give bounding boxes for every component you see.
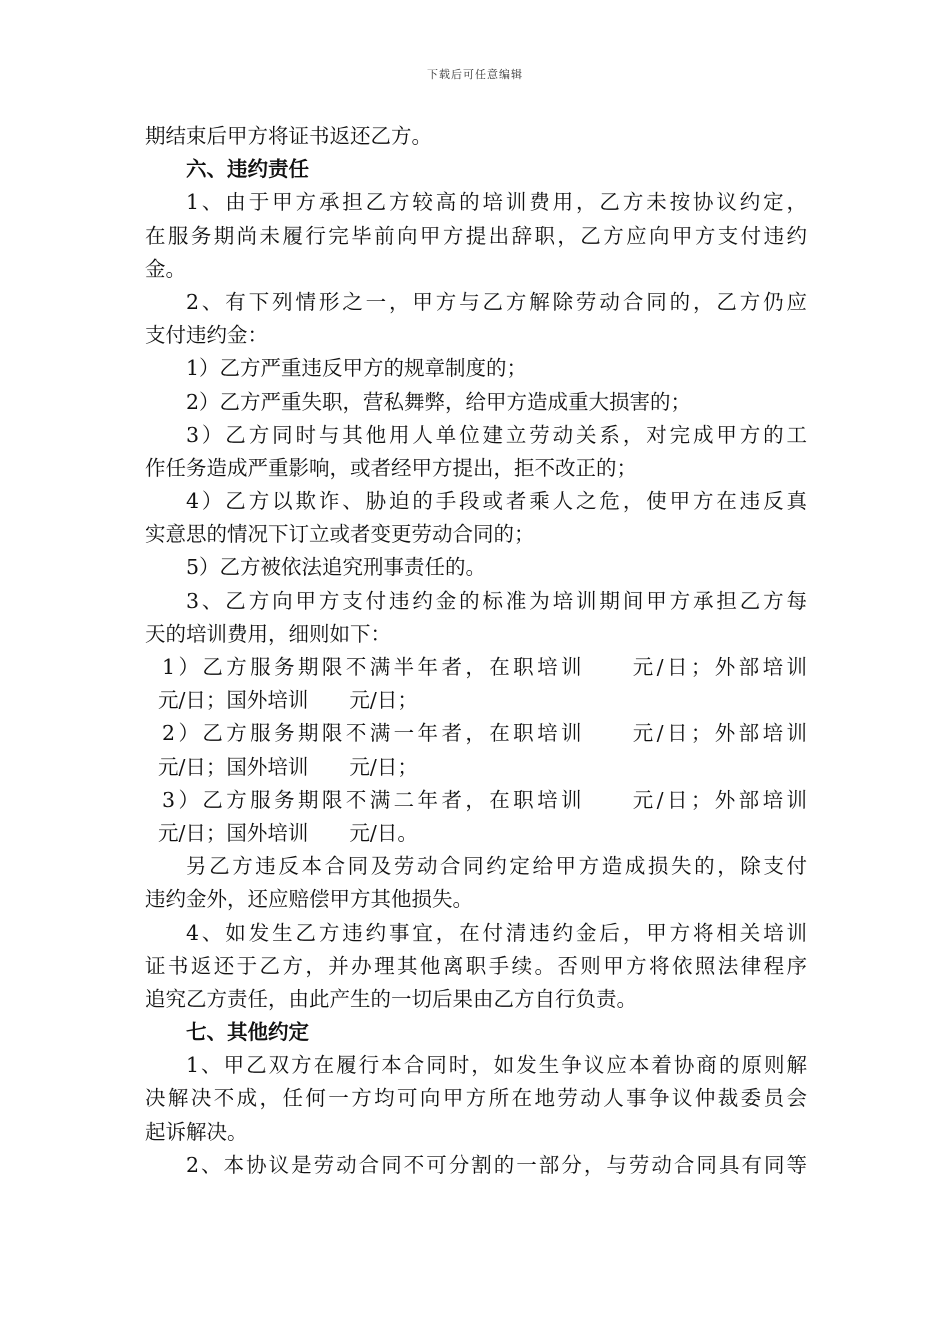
text-line: 追究乙方责任，由此产生的一切后果由乙方自行负责。 [145, 986, 637, 1011]
section-heading-breach: 六、违约责任 [186, 157, 309, 182]
list-item: 5）乙方被依法追究刑事责任的。 [186, 555, 487, 580]
text-line: 天的培训费用，细则如下： [145, 621, 391, 646]
text-line: 期结束后甲方将证书返还乙方。 [145, 124, 432, 148]
section-heading-other: 七、其他约定 [186, 1020, 309, 1045]
text-line: 起诉解决。 [145, 1119, 248, 1144]
text-line: 支付违约金： [145, 323, 268, 348]
text-line: 实意思的情况下订立或者变更劳动合同的； [145, 522, 535, 547]
text-line: 违约金外，还应赔偿甲方其他损失。 [145, 887, 473, 912]
list-item: 2）乙方严重失职，营私舞弊，给甲方造成重大损害的； [186, 389, 692, 414]
text-line: 元/日；国外培训 元/日； [158, 688, 418, 713]
page-header-note: 下载后可任意编辑 [427, 68, 523, 81]
list-item: 1）乙方服务期限不满半年者，在职培训 元/日；外部培训 [162, 655, 807, 679]
text-line: 2、有下列情形之一，甲方与乙方解除劳动合同的，乙方仍应 [186, 289, 807, 314]
document-body [145, 120, 807, 1182]
text-line: 证书返还于乙方，并办理其他离职手续。否则甲方将依照法律程序 [145, 953, 807, 978]
list-item: 3）乙方同时与其他用人单位建立劳动关系，对完成甲方的工 [186, 422, 807, 447]
list-item: 2）乙方服务期限不满一年者，在职培训 元/日；外部培训 [162, 721, 807, 746]
text-line: 3、乙方向甲方支付违约金的标准为培训期间甲方承担乙方每 [186, 588, 807, 613]
text-line: 在服务期尚未履行完毕前向甲方提出辞职，乙方应向甲方支付违约 [145, 223, 807, 248]
text-line: 1、由于甲方承担乙方较高的培训费用，乙方未按协议约定， [186, 190, 807, 215]
list-item: 1）乙方严重违反甲方的规章制度的； [186, 356, 528, 381]
text-line: 2、本协议是劳动合同不可分割的一部分，与劳动合同具有同等 [186, 1152, 807, 1177]
text-line: 4、如发生乙方违约事宜，在付清违约金后，甲方将相关培训 [186, 920, 807, 945]
text-line: 另乙方违反本合同及劳动合同约定给甲方造成损失的，除支付 [186, 854, 807, 879]
text-line: 元/日；国外培训 元/日； [158, 754, 418, 779]
text-line: 决解决不成，任何一方均可向甲方所在地劳动人事争议仲裁委员会 [145, 1086, 807, 1111]
text-line: 金。 [145, 256, 186, 281]
text-line: 作任务造成严重影响，或者经甲方提出，拒不改正的； [145, 455, 637, 480]
list-item: 4）乙方以欺诈、胁迫的手段或者乘人之危，使甲方在违反真 [186, 489, 807, 514]
text-line: 元/日；国外培训 元/日。 [158, 820, 418, 845]
text-line: 1、甲乙双方在履行本合同时，如发生争议应本着协商的原则解 [186, 1053, 807, 1078]
list-item: 3）乙方服务期限不满二年者，在职培训 元/日；外部培训 [162, 787, 807, 812]
